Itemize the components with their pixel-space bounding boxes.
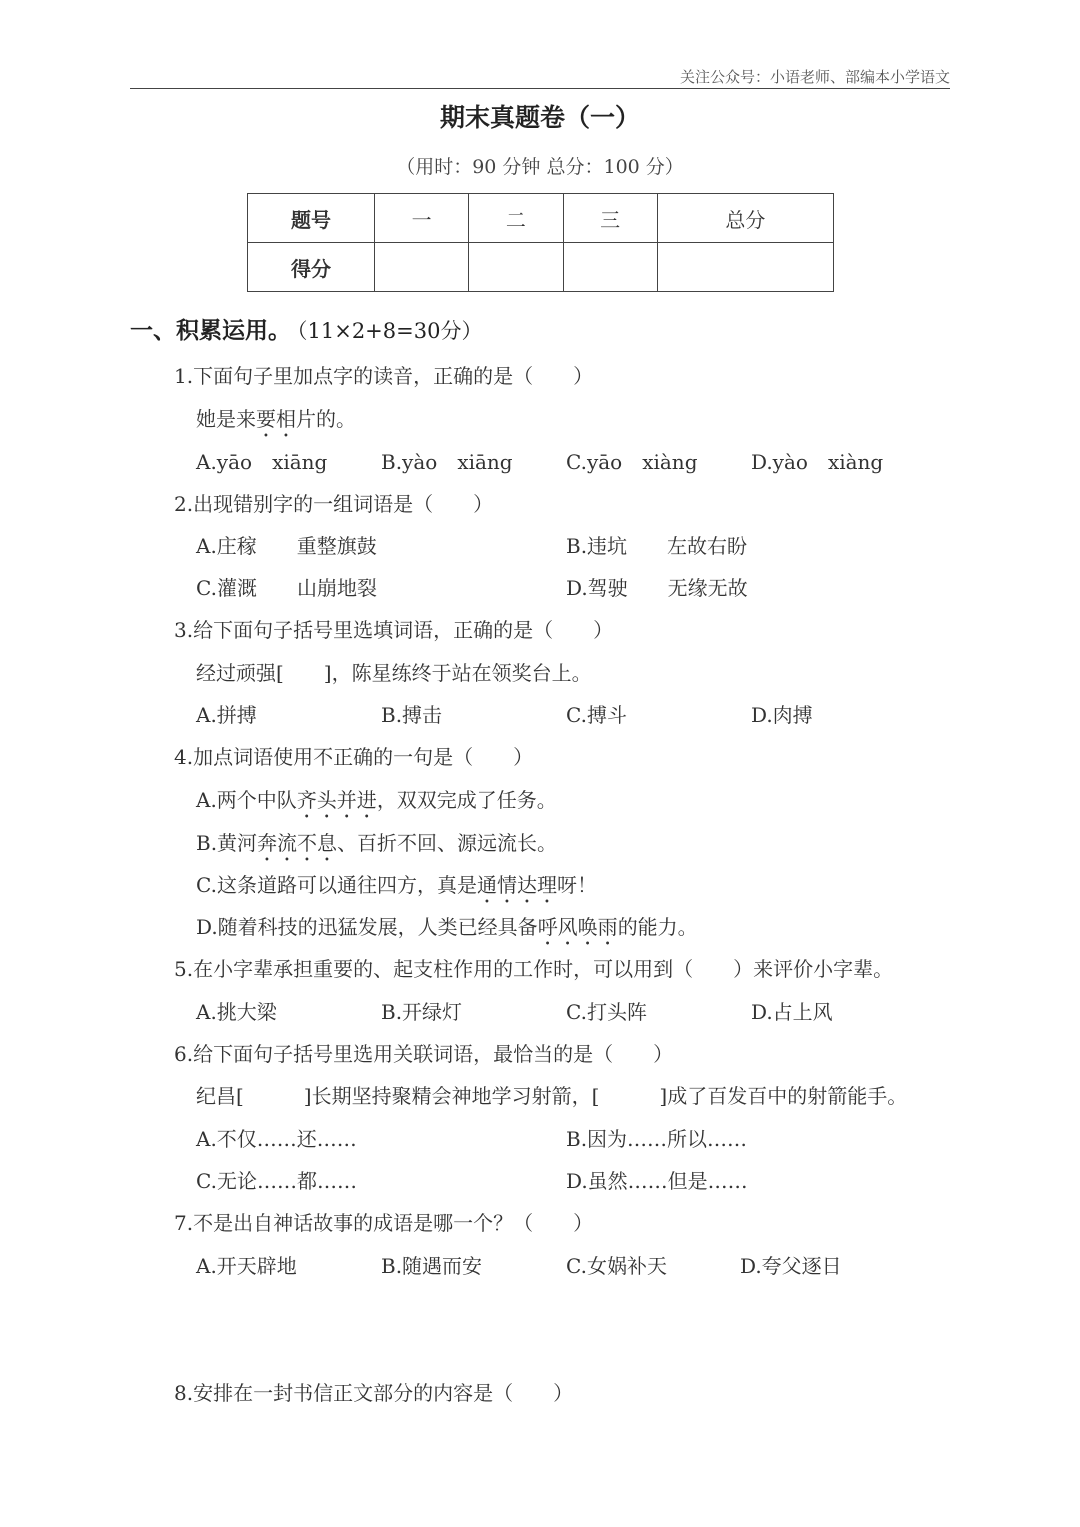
option[interactable]	[196, 784, 557, 823]
score-input-cell[interactable]	[563, 243, 657, 292]
dotted-phrase: 齐头并进	[296, 788, 377, 812]
option[interactable]: B.随遇而安	[381, 1254, 483, 1278]
text-span: D.随着科技的迅猛发展，人类已经具备	[196, 915, 538, 939]
option[interactable]: D.驾驶 无缘无故	[566, 576, 748, 600]
option[interactable]	[196, 827, 557, 866]
option[interactable]: C.yāo xiàng	[566, 450, 698, 474]
dotted-phrase: 通情达理	[476, 873, 557, 897]
header-note: 关注公众号：小语老师、部编本小学语文	[679, 68, 950, 86]
text-span: 她是来	[196, 407, 256, 431]
score-input-cell[interactable]	[657, 243, 833, 292]
question-6-stem: 6.给下面句子括号里选用关联词语，最恰当的是（ ）	[174, 1042, 674, 1066]
question-3-stem: 3.给下面句子括号里选填词语，正确的是（ ）	[174, 618, 614, 642]
question-3-sentence: 经过顽强[ ]，陈星练终于站在领奖台上。	[196, 661, 592, 685]
option[interactable]: B.搏击	[381, 703, 443, 727]
question-8-stem: 8.安排在一封书信正文部分的内容是（ ）	[174, 1381, 574, 1405]
option[interactable]	[196, 911, 698, 950]
text-span: 的能力。	[617, 915, 698, 939]
page-title: 期末真题卷（一）	[439, 103, 640, 132]
text-span: 、百折不回、源远流长。	[337, 831, 558, 855]
text-span: 片的。	[296, 407, 356, 431]
option[interactable]: A.yāo xiāng	[196, 450, 328, 474]
dotted-phrase: 奔流不息	[257, 831, 338, 855]
dotted-char: 相	[276, 407, 296, 431]
score-cell: 题号	[248, 194, 375, 243]
option[interactable]: A.开天辟地	[196, 1254, 297, 1278]
option[interactable]	[196, 869, 597, 908]
option[interactable]: C.灌溉 山崩地裂	[196, 576, 377, 600]
option[interactable]: B.因为……所以……	[566, 1127, 748, 1151]
score-cell: 三	[563, 194, 657, 243]
score-cell: 一	[375, 194, 469, 243]
text-span: 呀！	[556, 873, 597, 897]
question-1-stem: 1.下面句子里加点字的读音，正确的是（ ）	[174, 364, 594, 388]
option[interactable]: A.庄稼 重整旗鼓	[196, 534, 377, 558]
score-cell: 得分	[248, 243, 375, 292]
question-2-stem: 2.出现错别字的一组词语是（ ）	[174, 492, 494, 516]
question-4-stem: 4.加点词语使用不正确的一句是（ ）	[174, 745, 534, 769]
exam-subtitle: （用时：90 分钟 总分：100 分）	[396, 156, 684, 178]
option[interactable]: D.夸父逐日	[740, 1254, 842, 1278]
text-span: ，双双完成了任务。	[376, 788, 557, 812]
option[interactable]: D.肉搏	[751, 703, 813, 727]
option[interactable]: D.占上风	[751, 1000, 833, 1024]
option[interactable]: C.无论……都……	[196, 1169, 357, 1193]
option[interactable]: C.女娲补天	[566, 1254, 667, 1278]
text-span: A.两个中队	[196, 788, 297, 812]
question-7-stem: 7.不是出自神话故事的成语是哪一个？（ ）	[174, 1211, 594, 1235]
option[interactable]: D.虽然……但是……	[566, 1169, 748, 1193]
section-title: 一、积累运用。	[130, 318, 291, 344]
header-divider	[130, 88, 950, 89]
option[interactable]: B.yào xiāng	[381, 450, 513, 474]
dotted-phrase: 呼风唤雨	[537, 915, 618, 939]
question-1-sentence	[196, 403, 356, 442]
option[interactable]: A.挑大梁	[196, 1000, 277, 1024]
score-input-cell[interactable]	[375, 243, 469, 292]
text-span: B.黄河	[196, 831, 258, 855]
option[interactable]: B.开绿灯	[381, 1000, 463, 1024]
question-6-sentence: 纪昌[ ]长期坚持聚精会神地学习射箭，[ ]成了百发百中的射箭能手。	[196, 1084, 908, 1108]
option[interactable]: D.yào xiàng	[751, 450, 884, 474]
score-table-header-row	[248, 194, 834, 243]
score-input-cell[interactable]	[469, 243, 563, 292]
section-points: （11×2+8=30分）	[297, 319, 483, 343]
section-heading	[130, 312, 482, 345]
option[interactable]: A.拼搏	[196, 703, 257, 727]
option[interactable]: B.违坑 左故右盼	[566, 534, 748, 558]
score-cell: 二	[469, 194, 563, 243]
text-span: C.这条道路可以通往四方，真是	[196, 873, 477, 897]
score-table	[247, 193, 834, 292]
score-table-score-row	[248, 243, 834, 292]
score-cell: 总分	[657, 194, 833, 243]
question-5-stem: 5.在小字辈承担重要的、起支柱作用的工作时，可以用到（ ）来评价小字辈。	[174, 957, 894, 981]
option[interactable]: C.打头阵	[566, 1000, 647, 1024]
option[interactable]: A.不仅……还……	[196, 1127, 357, 1151]
option[interactable]: C.搏斗	[566, 703, 627, 727]
dotted-char: 要	[256, 407, 276, 431]
